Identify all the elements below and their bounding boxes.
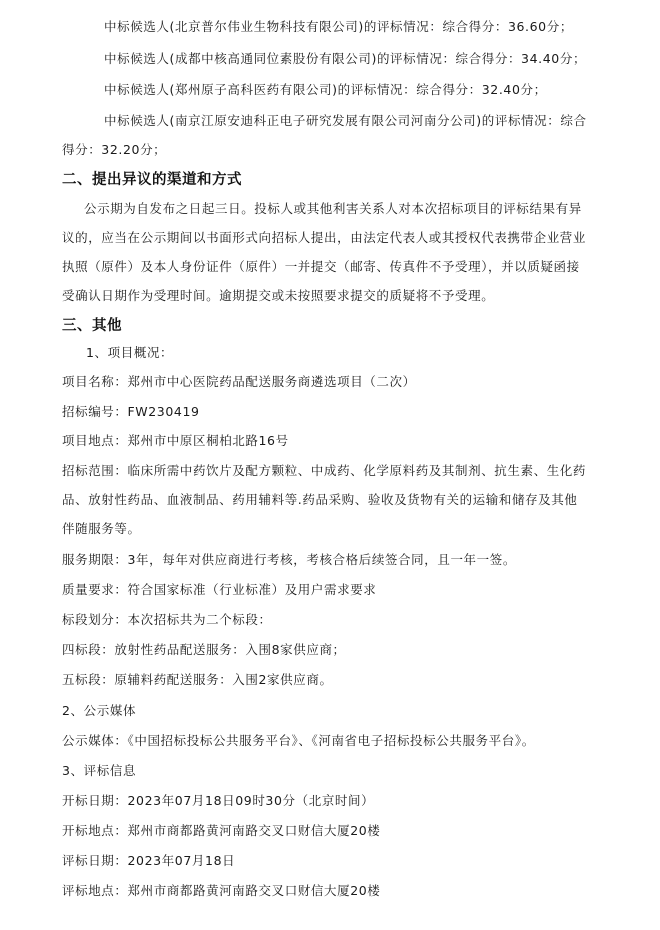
subheading-evaluation: 3、评标信息 [62,763,137,778]
opening-place: 开标地点：郑州市商都路黄河南路交叉口财信大厦20楼 [62,823,381,838]
section-heading-other: 三、其他 [62,318,122,334]
evaluation-place: 评标地点：郑州市商都路黄河南路交叉口财信大厦20楼 [62,883,381,898]
lot-four: 四标段：放射性药品配送服务：入围8家供应商； [62,642,346,657]
candidate-line: 中标候选人(郑州原子高科医药有限公司)的评标情况：综合得分：32.40分； [104,82,547,97]
quality-requirement: 质量要求：符合国家标准（行业标准）及用户需求要求 [62,582,377,597]
candidate-line: 中标候选人(北京普尔伟业生物科技有限公司)的评标情况：综合得分：36.60分； [104,19,573,34]
evaluation-date: 评标日期：2023年07月18日 [62,853,236,868]
service-period: 服务期限：3年，每年对供应商进行考核，考核合格后续签合同，且一年一签。 [62,552,516,567]
opening-date: 开标日期：2023年07月18日09时30分（北京时间） [62,793,375,808]
candidate-line: 中标候选人(成都中核高通同位素股份有限公司)的评标情况：综合得分：34.40分； [104,51,587,66]
project-name: 项目名称：郑州市中心医院药品配送服务商遴选项目（二次） [62,374,416,389]
paragraph-line: 公示期为自发布之日起三日。投标人或其他利害关系人对本次招标项目的评标结果有异 [84,201,582,216]
lot-five: 五标段：原辅料药配送服务：入围2家供应商。 [62,672,333,687]
scope-line: 招标范围：临床所需中药饮片及配方颗粒、中成药、化学原料药及其制剂、抗生素、生化药 [62,463,587,478]
subheading-overview: 1、项目概况： [86,345,174,360]
candidate-line-cont: 得分：32.20分； [62,142,167,157]
paragraph-line: 受确认日期作为受理时间。逾期提交或未按照要求提交的质疑将不予受理。 [62,288,495,303]
lots-intro: 标段划分：本次招标共为二个标段： [62,612,272,627]
paragraph-line: 议的，应当在公示期间以书面形式向招标人提出，由法定代表人或其授权代表携带企业营业 [62,230,587,245]
subheading-media: 2、公示媒体 [62,703,137,718]
section-heading-objection: 二、提出异议的渠道和方式 [62,172,242,188]
candidate-line: 中标候选人(南京江原安迪科正电子研究发展有限公司河南分公司)的评标情况：综合 [104,113,587,128]
project-location: 项目地点：郑州市中原区桐柏北路16号 [62,433,289,448]
tender-number: 招标编号：FW230419 [62,404,200,419]
paragraph-line: 执照（原件）及本人身份证件（原件）一并提交（邮寄、传真件不予受理），并以质疑函接 [62,259,580,274]
scope-line: 伴随服务等。 [62,521,141,536]
publicity-media: 公示媒体：《中国招标投标公共服务平台》、《河南省电子招标投标公共服务平台》。 [62,733,535,748]
scope-line: 品、放射性药品、血液制品、药用辅料等.药品采购、验收及货物有关的运输和储存及其他 [62,492,578,507]
